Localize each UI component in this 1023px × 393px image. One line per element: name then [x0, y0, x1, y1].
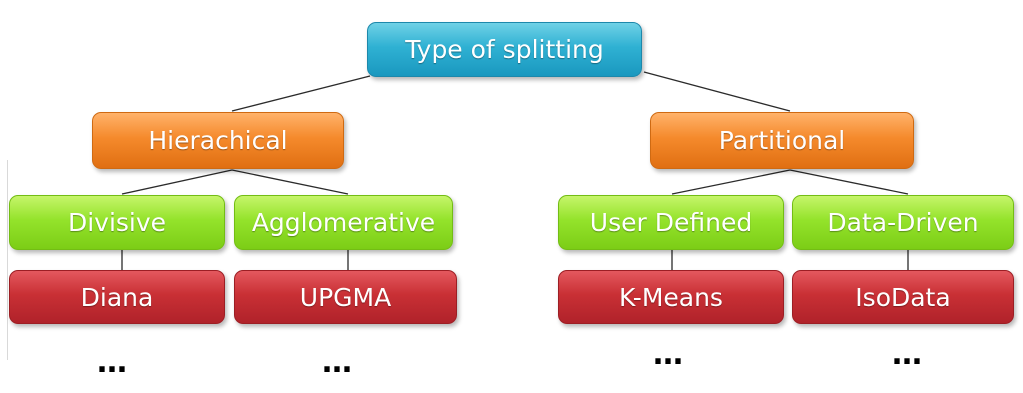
connector-root-partitional [644, 72, 790, 111]
ellipsis-data-driven: … [892, 337, 925, 372]
method-label-user-defined: User Defined [589, 208, 753, 237]
root-node [367, 22, 642, 77]
branch-node-partitional [650, 112, 914, 169]
connector-hierachical-agglomerative [232, 170, 348, 194]
method-node-user-defined [558, 195, 784, 250]
method-label-agglomerative: Agglomerative [251, 208, 436, 237]
branch-label-partitional: Partitional [718, 126, 846, 155]
example-node-upgma [234, 270, 457, 324]
branch-label-hierachical: Hierachical [148, 126, 288, 155]
connector-partitional-userdefined [672, 170, 790, 194]
connector-hierachical-divisive [122, 170, 232, 194]
example-node-diana [9, 270, 225, 324]
method-label-data-driven: Data-Driven [827, 208, 979, 237]
ellipsis-divisive: … [97, 345, 130, 380]
method-node-agglomerative [234, 195, 453, 250]
ellipsis-user-defined: … [653, 337, 686, 372]
method-node-divisive [9, 195, 225, 250]
root-node-label: Type of splitting [405, 35, 604, 64]
connector-partitional-datadriven [790, 170, 908, 194]
branch-node-hierachical [92, 112, 344, 169]
example-label-k-means: K-Means [619, 282, 723, 312]
example-label-isodata: IsoData [855, 282, 951, 312]
method-node-data-driven [792, 195, 1014, 250]
example-node-isodata [792, 270, 1014, 324]
ellipsis-agglomerative: … [322, 345, 355, 380]
method-label-divisive: Divisive [67, 208, 167, 237]
example-label-diana: Diana [80, 282, 154, 312]
example-label-upgma: UPGMA [299, 282, 392, 312]
example-node-k-means [558, 270, 784, 324]
connector-root-hierachical [232, 76, 370, 111]
